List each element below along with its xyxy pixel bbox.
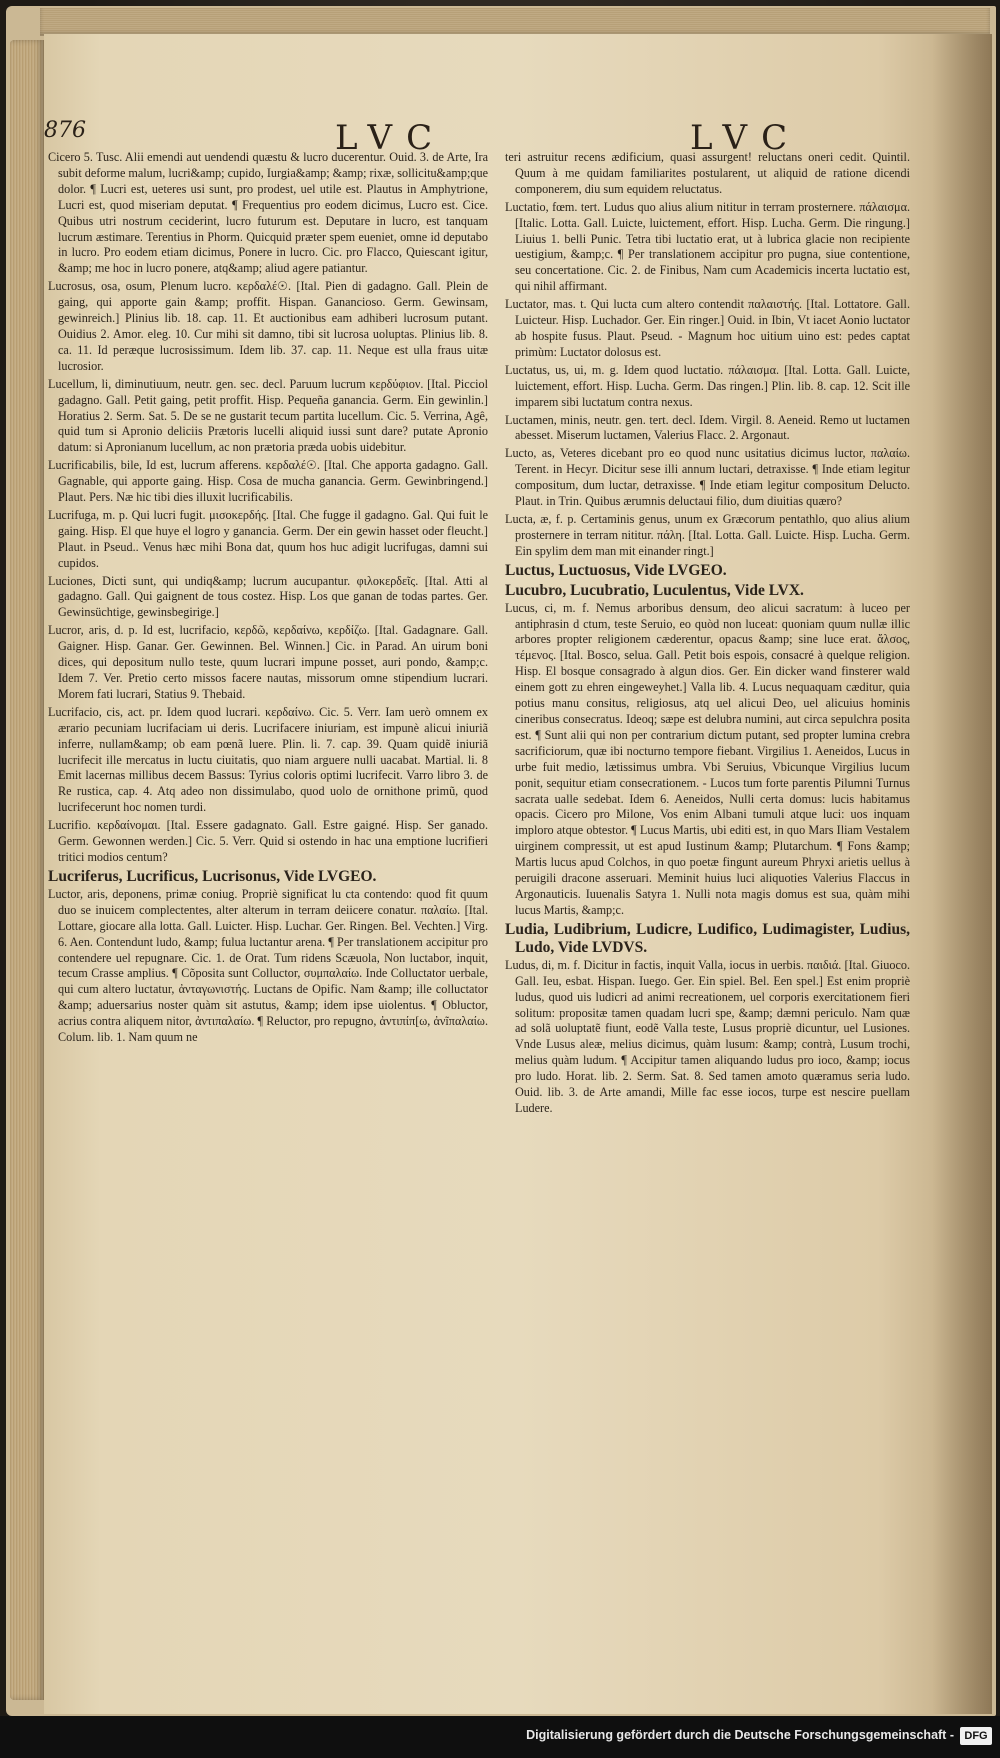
dictionary-entry: Luctamen, minis, neutr. gen. tert. decl. Idem. Virgil. 8. Aeneid. Remo ut luctamen abesset. Miserum luctamen, Valerius Flacc. 2. Argonaut.: [505, 412, 910, 443]
dictionary-entry: Lucrifacio, cis, act. pr. Idem quod lucrari. κερδαίνω. Cic. 5. Verr. Iam uerò omnem ex ærario pecuniam lucrifaciam ui deris. Lucrifacere iniuriam, est impunè alicui iniuriã inferre, nullam&amp; ob eam pœnã luere. Plin. li. 7. cap. 39. Quam quidẽ iniuriã lucrifecit ille mercatus in luctu ciuitatis, quo niam arguere nulli uacabat. Martial. li. 8 Emit lacernas millibus decem Bassus: Tyrius coloris optimi lucrifecit. Varro libro 3. de Re rustica, cap. 4. Atq adeo non dissimulabo, quod uolo de ornithone primũ, quod lucrifecerunt hoc nomen turdi.: [48, 704, 488, 815]
dictionary-entry: Ludia, Ludibrium, Ludicre, Ludifico, Ludimagister, Ludius, Ludo, Vide LVDVS.: [505, 920, 910, 956]
dfg-logo: DFG: [960, 1727, 992, 1745]
dictionary-entry: Luctor, aris, deponens, primæ coniug. Propriè significat lu cta contendo: quod fit quum duo se inuicem complectentes, alter alterum in terram deiicere conatur. παλαίω. [Ital. Lottare, giocare alla lotta. Gall. Luicter. Hisp. Luchar. Ger. Ringen. Bel. Vechten.] Virg. 6. Aen. Contendunt ludo, &amp; fulua luctantur arena. ¶ Per translationem accipitur pro contendere uel repugnare. Cic. 1. de Orat. Tum ridens Scæuola, Non luctabor, inquit, tecum Crasse amplius. ¶ Cõposita sunt Colluctor, συμπαλαίω. Inde Colluctator uerbale, qui cum altero luctatur, ἀνταγωνιστής. Luctans de Opific. Nam &amp; ille colluctator &amp; aduersarius noster quàm sit astutus, &amp; idem ipse uiolentus. ¶ Obluctor, acrius contra aliquem nitor, ἀντιπαλαίω. ¶ Reluctor, pro repugno, ἀντιπίπ[ω, ἀνĩπαλαίω. Colum. lib. 1. Nam quum ne: [48, 886, 488, 1045]
dictionary-entry: Lucrifuga, m. p. Qui lucri fugit. μισοκερδής. [Ital. Che fugge il gadagno. Gal. Qui fuit le gaing. Hisp. El que huye el logro y ganancia. Germ. Der ein gewin hasset oder fleucht.] Plaut. in Pseud.. Venus hæc mihi Bona dat, quum hos huc adigit lucrifugas, damni sui cupidos.: [48, 507, 488, 570]
dictionary-entry: Luctatus, us, ui, m. g. Idem quod luctatio. πάλαισμα. [Ital. Lotta. Gall. Luicte, luictement, effort. Hisp. Lucha. Germ. Das ringen.] Plin. lib. 8. cap. 12. Scit ille imparem sibi luctatum contra nexus.: [505, 362, 910, 409]
running-head-left: LVC: [335, 118, 447, 158]
dictionary-entry: teri astruitur recens ædificium, quasi assurgent! reluctans oneri cedit. Quintil. Quum à me quidam familiarites postularent, ut aliquid de ratione dicendi componerem, diu sum equidem reluctatus.: [505, 150, 910, 196]
dictionary-entry: Lucrifio. κερδαίνομαι. [Ital. Essere gadagnato. Gall. Estre gaigné. Hisp. Ser ganado. Germ. Gewonnen werden.] Cic. 5. Verr. Quid si ostendo in hac una emptione lucrifieri tritici modios centum?: [48, 818, 488, 864]
dictionary-entry: Luctus, Luctuosus, Vide LVGEO.: [505, 561, 727, 579]
dictionary-entry: Lucto, as, Veteres dicebant pro eo quod nunc usitatius dicimus luctor, παλαίω. Terent. in Hecyr. Dicitur sese illi annum luctari, detraxisse. ¶ Inde etiam legitur compositum, dum luctar, detraxisse. ¶ Inde etiam legitur compositum Delucto. Plaut. in Trin. Quibus ærumnis deluctaui filio, dum diuitias quæro?: [505, 446, 910, 509]
dictionary-entry: Lucellum, li, diminutiuum, neutr. gen. sec. decl. Paruum lucrum κερδύφιον. [Ital. Picciol gadagno. Gall. Petit gaing, petit proffit. Hisp. Pequeña ganancia. Germ. Ein gewinlin.] Horatius 2. Serm. Sat. 5. De se ne gustarit tecum partita lucellum. Cic. 5. Verrina, Agê, quid tum si Apronio deliciis Prætoris lucelli aliquid iussi sunt dare? putate Apronio datum: si Apronianum lucellum, ac non prætoria præda uobis uidebitur.: [48, 376, 488, 455]
dictionary-entry: Lucror, aris, d. p. Id est, lucrifacio, κερδῶ, κερδαίνω, κερδίζω. [Ital. Gadagnare. Gall. Gaigner. Hisp. Ganar. Ger. Gewinnen. Bel. Winnen.] Cic. in Parad. An uirum boni dices, qui depositum nullo teste, quum lucrari impune posset, auri pondo, &amp;c. Idem 7. Ver. Pretio certo missos facere nautas, missorum omne stipendium lucrari. Morem fati lucrari, Statius 9. Thebaid.: [48, 623, 488, 701]
dictionary-entry: Luctatio, fœm. tert. Ludus quo alius alium nititur in terram prosternere. πάλαισμα. [Italic. Lotta. Gall. Luicte, luictement, effort. Hisp. Lucha. Germ. Die ringung.] Liuius 1. belli Punic. Tetra tibi luctatio erat, ut à lubrica glacie non recipiente uestigium, &amp;c. ¶ Per translationem accipitur pro pugna, siue contentione, seu concertatione. Cic. 2. de Finibus, Nam cum Academicis incerta luctatio est, qui nihil affirmant.: [505, 199, 910, 294]
dictionary-entry: Cicero 5. Tusc. Alii emendi aut uendendi quæstu & lucro ducerentur. Ouid. 3. de Arte, Ira subit deforme malum, lucri&amp; cupido, Iurgia&amp; &amp; rixæ, sollicitu&amp;que dolor. ¶ Lucri est, ueteres usi sunt, pro prodest, uel utile est. Plautus in Amphytrione, Lucri est, quod miseriam deputat. ¶ Frequentius pro eodem dicimus, Lucro est. Cice. Quibus utri nostrum ceciderint, lucro futurum est. Deputare in lucro, est tanquam lucrum æstimare. Terentius in Phorm. Quicquid præter spem eueniet, omne id deputabo in lucro. Pro eodem etiam dicimus, Ponere in lucro. Cic. pro Flacco, Quiescant igitur, &amp; me hoc in lucro ponere, atq&amp; aliud agere patiantur.: [48, 150, 488, 276]
page-number: 876: [44, 118, 86, 143]
dictionary-entry: Ludus, di, m. f. Dicitur in factis, inquit Valla, iocus in uerbis. παιδιά. [Ital. Giuoco. Gall. Ieu, esbat. Hispan. Iuego. Ger. Ein spiel. Bel. Een spel.] Est enim propriè ludus, quod uis ludicri ad animi recreationem, uel corporis exercitationem fieri solitum: propositæ tamen quadam lucri spe, &amp; dæmni periculo. Nam quæ ad solã uoluptatẽ fiunt, eodẽ Valla teste, Lusus propriè dicuntur, uel Lusiones. Vnde Lusus aleæ, melius dicimus, quàm lusum: &amp; contrà, Lusum trochi, melius quàm ludum. ¶ Accipitur tamen aliquando ludus pro ioco, &amp; iocus pro ludo. Horat. lib. 2. Serm. Sat. 8. Sed tamen amoto quæramus seria ludo. Ouid. lib. 3. de Arte amandi, Mille fac esse iocos, turpe est nescire puellam Luderе.: [505, 957, 910, 1115]
digitization-footer: [0, 1716, 1000, 1758]
dictionary-entry: Luctator, mas. t. Qui lucta cum altero contendit παλαιστής. [Ital. Lottatore. Gall. Luicteur. Hisp. Luchador. Ger. Ein ringer.] Ouid. in Ibin, Vt iacet Aonio luctator ab hospite fusus. Plaut. Pseud. - Magnum hoc uitium uino est: pedes captat primùm: Luctator dolosus est.: [505, 297, 910, 359]
dictionary-entry: Lucus, ci, m. f. Nemus arboribus densum, deo alicui sacratum: à luceo per antiphrasin d ctum, teste Seruio, eo quòd non luceat: quoniam quum nullæ illic arbores propter religionem cæderentur, opacus &amp; sine luce erat. ἄλσος, τέμενος. [Ital. Bosco, selua. Gall. Petit bois espois, consacré à quelque religion. Hisp. El bosque consagrado à algun dios. Ger. Ein dicker wand finsterer wald einem gott zu ehren eingeweyhet.] Valla lib. 4. Lucus nequaquam cæditur, quia potius manu consitus, religiosus, atq uel alicui Deo, uel alicuius hominis cineribus consecratus. Ideoq; sæpe est delubra numini, aut circa sepulchra posita est. ¶ Sunt alii qui non per contrarium dictum putant, sed propter lumina crebra sacrificiorum, quæ ibi nocturno tempore fiebant. Virgilius 1. Aeneidos, Lucus in urbe fuit medio, lætissimus umbra. Vbi Seruius, Vbicunque Virgilius lucum ponit, sequitur etiam consecrationem. - Lucos tum forte parentis Pilumni Turnus sacrata ualle sedebat. Idem 6. Aeneidos, Nulli certa domus: lucis habitamus opacis. Cicero pro Milone, Vos enim Albani tumuli atque luci: uos inquam imploro atque obtestor. ¶ Lucus Martis, ubi editi est, in quo Mars Iliam Vestalem uirginem compressit, ut est apud Iustinum &amp; Plutarchum. ¶ Fons &amp; Martis lucus apud Colchos, in quo poetæ fingunt aureum Phryxi arietis uellus à peruigili dracone asseruari. Meminit huius luci aliquoties Valerius Flaccus in Argonauticis. Iuuenalis Satyra 1. Nulli nota magis domus est sua, quàm mihi lucus Martis, &amp;c.: [505, 600, 910, 917]
dictionary-entry: Luciones, Dicti sunt, qui undiq&amp; lucrum aucupantur. φιλοκερδεῖς. [Ital. Atti al gadagno. Gall. Qui gaignent de tous costez. Hisp. Los que ganan de todas partes. Ger. Gewinsüchtige, gewinsbegirige.]: [48, 573, 488, 620]
dictionary-entry: Lucubro, Lucubratio, Luculentus, Vide LVX.: [505, 581, 804, 599]
dictionary-entry: Lucrosus, osa, osum, Plenum lucro. κερδαλέ☉. [Ital. Pien di gadagno. Gall. Plein de gaing, qui apporte gain &amp; proffit. Hispan. Gananciosо. Germ. Gewinsam, gewinreich.] Plinius lib. 18. cap. 11. Et auctionibus eam adhiberi lucrosum putant. Ouidius 2. Amor. eleg. 10. Cur mihi sit damno, tibi sit lucrosa uoluptas. Plinius lib. 8. ca. 11. Id peræque lucrosissimum. Idem lib. 37. cap. 11. Neque est ulla fraus uitæ lucrosior.: [48, 279, 488, 373]
page-top-edge: [40, 8, 990, 36]
page-fore-edge: [10, 40, 44, 1700]
right-column: [505, 150, 910, 1119]
dictionary-entry: Lucrificabilis, bile, Id est, lucrum afferens. κερδαλέ☉. [Ital. Che apporta gadagno. Gall. Gagnable, qui apporte gaing. Hisp. Cosa de mucha ganancia. Germ. Gewinbringend.] Plaut. Pers. Næ hic tibi dies illuxit lucrificabilis.: [48, 458, 488, 505]
dictionary-entry: Lucta, æ, f. p. Certaminis genus, unum ex Græcorum pentathlo, quo alius alium prosternere in terram nititur. πάλη. [Ital. Lotta. Gall. Luicte. Hisp. Lucha. Germ. Ein spylim dem man mit einander ringt.]: [505, 511, 910, 558]
running-head-right: LVC: [690, 118, 802, 158]
left-column: [48, 150, 488, 1048]
dictionary-entry: Lucriferus, Lucrificus, Lucrisonus, Vide LVGEO.: [48, 867, 377, 885]
footer-credit: Digitalisierung gefördert durch die Deutsche Forschungsgemeinschaft -: [526, 1728, 954, 1742]
page-gutter-shadow: [932, 34, 992, 1714]
